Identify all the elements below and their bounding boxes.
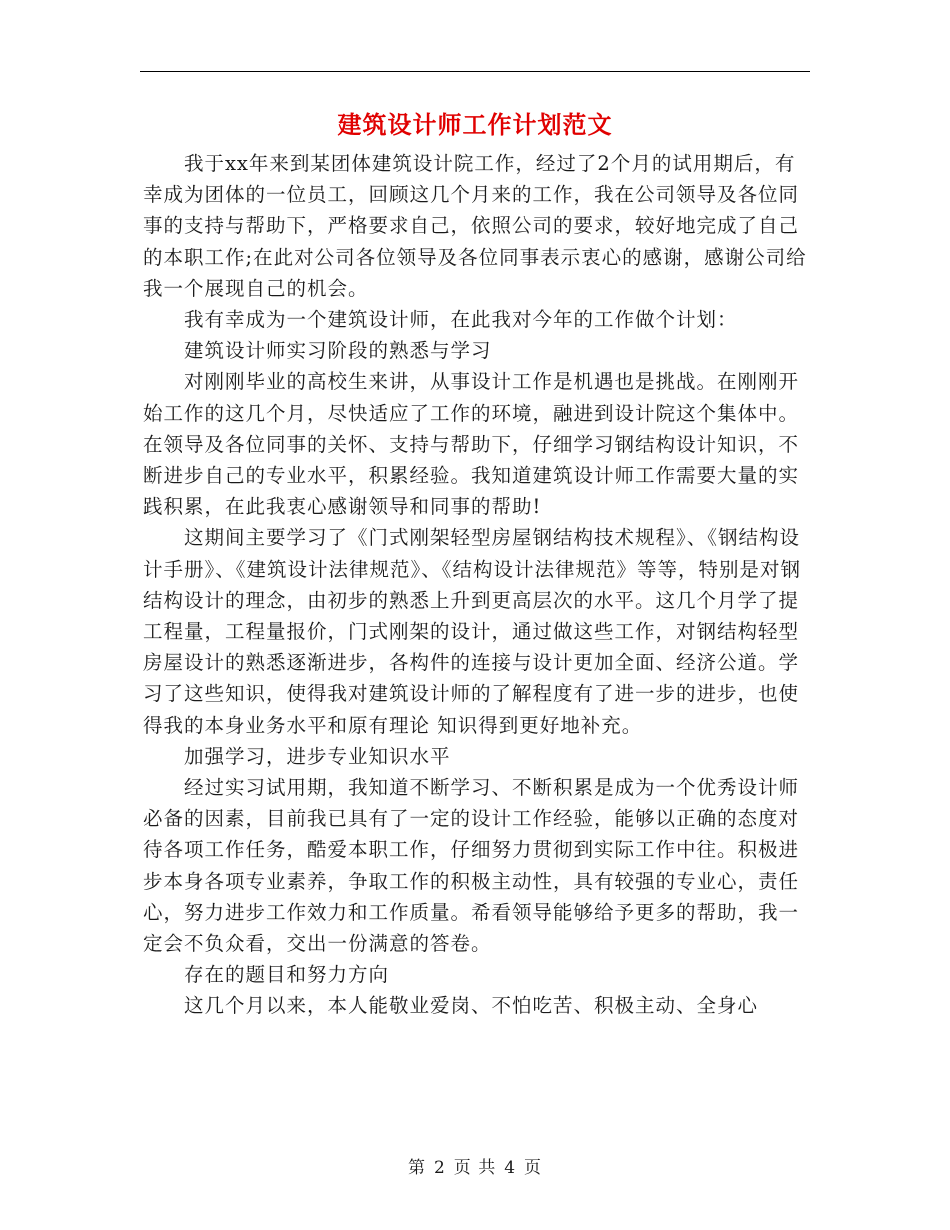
- paragraph: 经过实习试用期，我知道不断学习、不断积累是成为一个优秀设计师必备的因素，目前我已具有了一定的设计工作经验，能够以正确的态度对待各项工作任务，酷爱本职工作，仔细努力贯彻到实际工作中往。积极进步本身各项专业素养，争取工作的积极主动性，具有较强的专业心，责任心，努力进步工作效力和工作质量。希看领导能够给予更多的帮助，我一定会不负众看，交出一份满意的答卷。: [143, 776, 800, 956]
- document-body: [143, 148, 810, 1022]
- footer-prefix: 第: [407, 1158, 426, 1178]
- section-heading: 建筑设计师实习阶段的熟悉与学习: [183, 339, 492, 363]
- footer-middle: 页 共: [453, 1158, 497, 1178]
- footer-suffix: 页: [524, 1158, 543, 1178]
- page-footer: [0, 1153, 950, 1178]
- paragraph: 我有幸成为一个建筑设计师，在此我对今年的工作做个计划：: [183, 308, 738, 332]
- total-pages-number: 4: [504, 1158, 517, 1178]
- current-page-number: 2: [433, 1158, 446, 1178]
- paragraph: 我于xx年来到某团体建筑设计院工作，经过了2个月的试用期后，有幸成为团体的一位员工，回顾这几个月来的工作，我在公司领导及各位同事的支持与帮助下，严格要求自己，依照公司的要求，较好地完成了自己的本职工作;在此对公司各位领导及各位同事表示衷心的感谢，感谢公司给我一个展现自己的机会。: [143, 152, 807, 300]
- section-heading: 加强学习，进步专业知识水平: [183, 744, 451, 768]
- section-heading: 存在的题目和努力方向: [183, 963, 389, 987]
- header-rule: [140, 71, 810, 72]
- paragraph: 这期间主要学习了《门式刚架轻型房屋钢结构技术规程》、《钢结构设计手册》、《建筑设计法律规范》、《结构设计法律规范》等等，特别是对钢结构设计的理念，由初步的熟悉上升到更高层次的水平。这几个月学了提工程量，工程量报价，门式刚架的设计，通过做这些工作，对钢结构轻型房屋设计的熟悉逐渐进步，各构件的连接与设计更加全面、经济公道。学习了这些知识，使得我对建筑设计师的了解程度有了进一步的进步，也使得我的本身业务水平和原有理论 知识得到更好地补充。: [143, 526, 802, 737]
- paragraph: 这几个月以来，本人能敬业爱岗、不怕吃苦、积极主动、全身心: [183, 994, 758, 1018]
- paragraph: 对刚刚毕业的高校生来讲，从事设计工作是机遇也是挑战。在刚刚开始工作的这几个月，尽快适应了工作的环境，融进到设计院这个集体中。在领导及各位同事的关怀、支持与帮助下，仔细学习钢结构设计知识，不断进步自己的专业水平，积累经验。我知道建筑设计师工作需要大量的实践积累，在此我衷心感谢领导和同事的帮助!: [143, 370, 800, 519]
- document-title: 建筑设计师工作计划范文: [337, 110, 613, 139]
